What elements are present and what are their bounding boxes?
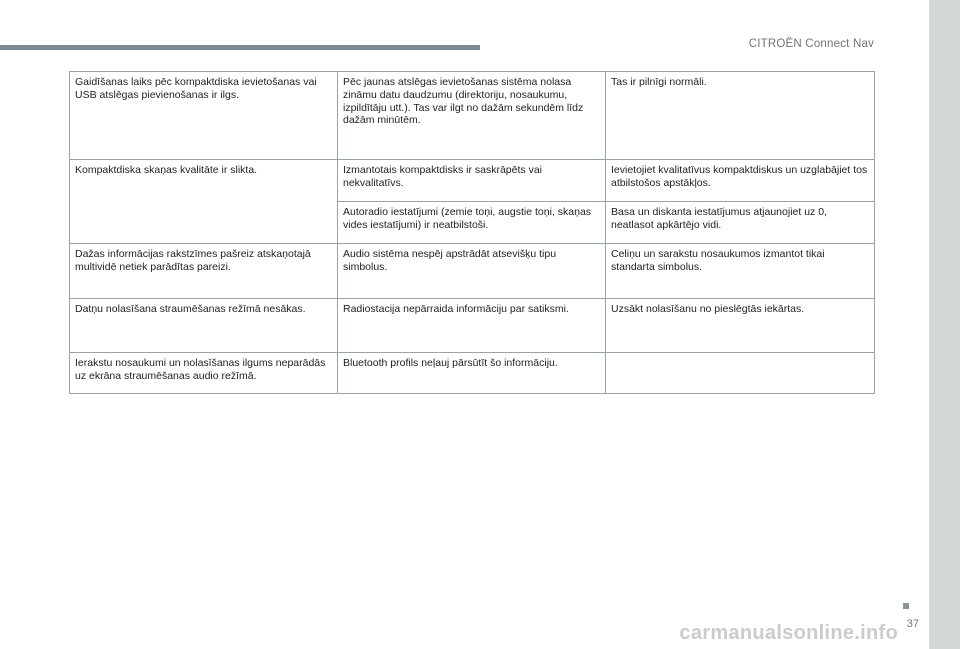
solution-cell: Uzsākt nolasīšanu no pieslēgtās iekārtas.: [606, 299, 875, 353]
manual-title: CITROËN Connect Nav: [748, 38, 874, 50]
table-row: [70, 353, 875, 394]
cause-cell: Bluetooth profils neļauj pārsūtīt šo informāciju.: [338, 353, 606, 394]
table-row: [70, 72, 875, 160]
table-row: [70, 160, 875, 202]
problem-cell: Dažas informācijas rakstzīmes pašreiz atskaņotajā multividē netiek parādītas pareizi.: [70, 244, 338, 299]
cause-cell: Radiostacija nepārraida informāciju par satiksmi.: [338, 299, 606, 353]
problem-cell: Datņu nolasīšana straumēšanas režīmā nesākas.: [70, 299, 338, 353]
watermark-text: carmanualsonline.info: [679, 622, 898, 644]
troubleshooting-table: [69, 71, 875, 394]
solution-cell: Ievietojiet kvalitatīvus kompaktdiskus un uzglabājiet tos atbilstošos apstākļos.: [606, 160, 875, 202]
page-marker-square: [903, 603, 909, 609]
page-number: 37: [906, 618, 919, 630]
solution-cell: [606, 353, 875, 394]
cause-cell: Izmantotais kompaktdisks ir saskrāpēts vai nekvalitatīvs.: [338, 160, 606, 202]
right-side-band: [929, 0, 960, 649]
cause-cell: Autoradio iestatījumi (zemie toņi, augstie toņi, skaņas vides iestatījumi) ir neatbilstoši.: [338, 202, 606, 244]
cause-cell: Audio sistēma nespēj apstrādāt atsevišķu tipu simbolus.: [338, 244, 606, 299]
solution-cell: Basa un diskanta iestatījumus atjaunojiet uz 0, neatlasot apkārtējo vidi.: [606, 202, 875, 244]
solution-cell: Celiņu un sarakstu nosaukumos izmantot tikai standarta simbolus.: [606, 244, 875, 299]
cause-cell: Pēc jaunas atslēgas ievietošanas sistēma nolasa zināmu datu daudzumu (direktoriju, nosaukumu, izpildītāju utt.). Tas var ilgt no dažām sekundēm līdz dažām minūtēm.: [338, 72, 606, 160]
problem-cell: Kompaktdiska skaņas kvalitāte ir slikta.: [70, 160, 338, 244]
table-row: [70, 244, 875, 299]
problem-cell: Ierakstu nosaukumi un nolasīšanas ilgums neparādās uz ekrāna straumēšanas audio režīmā.: [70, 353, 338, 394]
problem-cell: Gaidīšanas laiks pēc kompaktdiska ievietošanas vai USB atslēgas pievienošanas ir ilgs.: [70, 72, 338, 160]
solution-cell: Tas ir pilnīgi normāli.: [606, 72, 875, 160]
table-row: [70, 299, 875, 353]
header-rule: [0, 45, 480, 50]
